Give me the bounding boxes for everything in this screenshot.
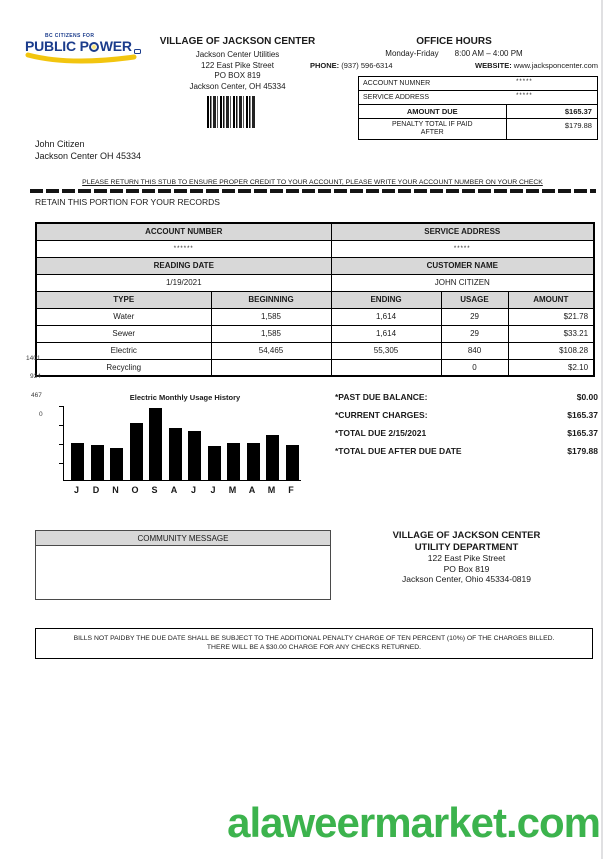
summary-row bbox=[335, 446, 598, 464]
website-label: WEBSITE: bbox=[475, 61, 512, 70]
cell-amount: $33.21 bbox=[508, 325, 594, 342]
billing-row bbox=[36, 308, 594, 325]
utility-dept: Jackson Center Utilities bbox=[195, 50, 280, 59]
reading-customer-value-row bbox=[36, 274, 594, 291]
community-message-title: COMMUNITY MESSAGE bbox=[36, 531, 330, 546]
chart-ytick-label: 0 bbox=[39, 411, 43, 418]
cell-ending: 55,305 bbox=[331, 342, 441, 359]
cell-ending: 1,614 bbox=[331, 308, 441, 325]
account-number-masked: ****** bbox=[36, 240, 331, 257]
cell-amount: $108.28 bbox=[508, 342, 594, 359]
account-summary-box bbox=[358, 76, 598, 140]
usage-bar bbox=[110, 448, 123, 480]
summary-value: $179.88 bbox=[567, 446, 598, 456]
account-number-header: ACCOUNT NUMBER bbox=[36, 223, 331, 240]
summary-value: $165.37 bbox=[567, 428, 598, 438]
cell-amount: $21.78 bbox=[508, 308, 594, 325]
month-label: S bbox=[151, 485, 158, 495]
remit-dept: UTILITY DEPARTMENT bbox=[414, 541, 519, 553]
cell-ending bbox=[331, 359, 441, 376]
office-contact-line bbox=[310, 61, 598, 70]
usage-bar bbox=[149, 408, 162, 480]
usage-bar bbox=[227, 443, 240, 480]
utility-header-address bbox=[140, 36, 335, 92]
penalty-label-line2: AFTER bbox=[420, 129, 444, 136]
summary-value: $0.00 bbox=[576, 392, 598, 402]
cell-beginning bbox=[211, 359, 331, 376]
phone-entry bbox=[310, 61, 393, 70]
public-power-logo bbox=[25, 33, 153, 71]
summary-label: *TOTAL DUE AFTER DUE DATE bbox=[335, 446, 462, 456]
col-ending: ENDING bbox=[331, 291, 441, 308]
remit-name: VILLAGE OF JACKSON CENTER bbox=[392, 530, 541, 541]
account-service-value-row bbox=[36, 240, 594, 257]
chart-ytick-label: 1401 bbox=[26, 355, 41, 362]
stub-return-notice bbox=[30, 179, 595, 186]
month-label: O bbox=[131, 485, 139, 495]
column-header-row bbox=[36, 291, 594, 308]
stub-return-text: PLEASE RETURN THIS STUB TO ENSURE PROPER CREDIT TO YOUR ACCOUNT, PLEASE WRITE YOUR ACCOUNT NUMBER ON YOUR CHECK bbox=[82, 179, 543, 186]
office-hours-line bbox=[310, 49, 598, 58]
chart-ytick-label: 467 bbox=[31, 392, 42, 399]
customer-name-value: JOHN CITIZEN bbox=[331, 274, 594, 291]
month-label: F bbox=[288, 485, 294, 495]
col-beginning: BEGINNING bbox=[211, 291, 331, 308]
logo-tagline: BC CITIZENS FOR bbox=[45, 33, 95, 39]
account-number-label: ACCOUNT NUMNER bbox=[363, 80, 431, 87]
usage-bar bbox=[247, 443, 260, 481]
perforation-line bbox=[30, 189, 596, 193]
remit-pobox: PO Box 819 bbox=[443, 563, 490, 574]
remit-street: 122 East Pike Street bbox=[427, 553, 506, 563]
utility-name: VILLAGE OF JACKSON CENTER bbox=[159, 36, 316, 47]
billing-rows bbox=[36, 308, 594, 376]
usage-bar bbox=[266, 435, 279, 480]
summary-label: *CURRENT CHARGES: bbox=[335, 410, 428, 420]
cell-usage: 29 bbox=[441, 325, 508, 342]
usage-bar bbox=[71, 443, 84, 481]
service-address-masked: ***** bbox=[331, 240, 594, 257]
remit-address-block bbox=[335, 530, 598, 585]
penalty-total-label bbox=[359, 119, 507, 139]
office-hours-block bbox=[310, 36, 598, 70]
month-label: M bbox=[228, 485, 237, 495]
service-address-header: SERVICE ADDRESS bbox=[331, 223, 594, 240]
summary-value: $165.37 bbox=[567, 410, 598, 420]
website-url: www.jacksponcenter.com bbox=[513, 61, 598, 70]
service-address-value: ***** bbox=[516, 93, 533, 99]
community-message-box bbox=[35, 530, 331, 600]
usage-bar bbox=[208, 446, 221, 480]
utility-pobox: PO BOX 819 bbox=[214, 71, 261, 80]
summary-label: *TOTAL DUE 2/15/2021 bbox=[335, 428, 427, 438]
amount-due-label: AMOUNT DUE bbox=[359, 105, 507, 118]
chart-title: Electric Monthly Usage History bbox=[129, 393, 241, 402]
reading-date-value: 1/19/2021 bbox=[36, 274, 331, 291]
usage-bar bbox=[130, 423, 143, 480]
usage-chart-months bbox=[63, 485, 301, 495]
cell-type: Water bbox=[36, 308, 211, 325]
cell-usage: 840 bbox=[441, 342, 508, 359]
logo-text-right: WER bbox=[99, 38, 132, 54]
service-address-label: SERVICE ADDRESS bbox=[363, 94, 430, 101]
phone-number: (937) 596-6314 bbox=[341, 61, 393, 70]
customer-name-header: CUSTOMER NAME bbox=[331, 257, 594, 274]
office-times: 8:00 AM – 4:00 PM bbox=[454, 49, 523, 58]
usage-bar bbox=[188, 431, 201, 480]
reading-date-header: READING DATE bbox=[36, 257, 331, 274]
website-entry bbox=[475, 61, 598, 70]
remit-city: Jackson Center, Ohio 45334-0819 bbox=[401, 574, 531, 584]
penalty-notice-box bbox=[35, 628, 593, 659]
cell-beginning: 54,465 bbox=[211, 342, 331, 359]
cell-type: Sewer bbox=[36, 325, 211, 342]
penalty-total-value: $179.88 bbox=[564, 121, 592, 130]
billing-row bbox=[36, 325, 594, 342]
billing-row bbox=[36, 359, 594, 376]
billing-table-head bbox=[36, 223, 594, 308]
summary-row bbox=[335, 428, 598, 446]
amount-due-value: $165.37 bbox=[564, 107, 592, 116]
amount-due-row bbox=[359, 105, 597, 119]
utility-city: Jackson Center, OH 45334 bbox=[189, 81, 286, 91]
usage-bar bbox=[286, 445, 299, 481]
retain-notice: RETAIN THIS PORTION FOR YOUR RECORDS bbox=[35, 197, 220, 207]
charges-summary bbox=[335, 392, 598, 464]
summary-label: *PAST DUE BALANCE: bbox=[335, 392, 428, 402]
chart-ytick-label: 934 bbox=[30, 373, 41, 380]
logo-text-left: PUBLIC P bbox=[25, 38, 89, 54]
cell-usage: 0 bbox=[441, 359, 508, 376]
usage-chart-plot bbox=[63, 406, 301, 481]
recipient-address-block bbox=[35, 139, 141, 162]
recipient-city: Jackson Center OH 45334 bbox=[35, 150, 142, 161]
cell-amount: $2.10 bbox=[508, 359, 594, 376]
penalty-notice-line1: BILLS NOT PAIDBY THE DUE DATE SHALL BE SUBJECT TO THE ADDITIONAL PENALTY CHARGE OF TEN PERCENT (10%) OF THE CHARGES BILLED. bbox=[73, 635, 555, 642]
cell-ending: 1,614 bbox=[331, 325, 441, 342]
penalty-label-line1: PENALTY TOTAL IF PAID bbox=[391, 121, 473, 128]
month-label: J bbox=[190, 485, 196, 495]
reading-customer-header-row bbox=[36, 257, 594, 274]
watermark-text: alaweermarket.com bbox=[227, 799, 600, 846]
scan-edge-artifact bbox=[601, 0, 603, 859]
month-label: D bbox=[92, 485, 100, 495]
col-amount: AMOUNT bbox=[508, 291, 594, 308]
office-days: Monday-Friday bbox=[385, 49, 439, 58]
month-label: N bbox=[112, 485, 119, 495]
phone-label: PHONE: bbox=[310, 61, 340, 70]
penalty-notice-line2: THERE WILL BE A $30.00 CHARGE FOR ANY CHECKS RETURNED. bbox=[206, 644, 422, 651]
cell-beginning: 1,585 bbox=[211, 308, 331, 325]
yellow-swoosh-icon bbox=[25, 52, 153, 71]
service-address-row bbox=[359, 91, 597, 105]
usage-bar bbox=[169, 428, 182, 480]
month-label: A bbox=[248, 485, 256, 495]
summary-row bbox=[335, 410, 598, 428]
office-hours-title: OFFICE HOURS bbox=[416, 36, 492, 47]
col-usage: USAGE bbox=[441, 291, 508, 308]
utility-street: 122 East Pike Street bbox=[201, 60, 274, 70]
lightbulb-icon bbox=[89, 42, 99, 52]
month-label: J bbox=[73, 485, 79, 495]
recipient-name: John Citizen bbox=[35, 139, 85, 149]
cell-usage: 29 bbox=[441, 308, 508, 325]
account-service-header-row bbox=[36, 223, 594, 240]
usage-bar bbox=[91, 445, 104, 480]
month-label: J bbox=[210, 485, 216, 495]
account-number-row bbox=[359, 77, 597, 91]
billing-row bbox=[36, 342, 594, 359]
month-label: A bbox=[170, 485, 178, 495]
billing-table bbox=[35, 222, 595, 377]
account-number-value: ***** bbox=[516, 79, 533, 85]
cell-beginning: 1,585 bbox=[211, 325, 331, 342]
summary-row bbox=[335, 392, 598, 410]
cell-type: Recycling bbox=[36, 359, 211, 376]
barcode-image bbox=[207, 96, 255, 128]
cell-type: Electric bbox=[36, 342, 211, 359]
col-type: TYPE bbox=[36, 291, 211, 308]
penalty-total-row bbox=[359, 119, 597, 139]
month-label: M bbox=[267, 485, 276, 495]
